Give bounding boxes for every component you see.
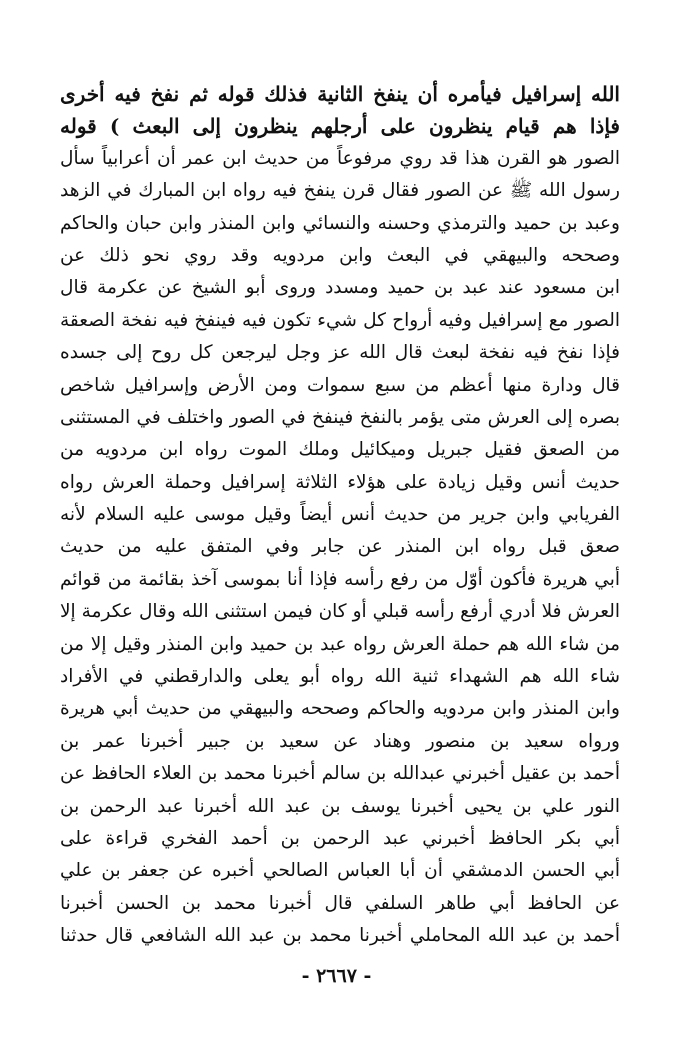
body-text [60, 78, 620, 953]
text-line-18: من شاء الله هم حملة العرش رواه عبد بن حميد وابن المنذر وقيل إلا من [60, 633, 620, 655]
text-line-16: أبي هريرة فأكون أوّل من رفع رأسه فإذا أنا بموسى آخذ بقائمة من قوائم [60, 568, 620, 590]
text-line-11: بصره إلى العرش متى يؤمر بالنفخ فينفخ في الصور واختلف في المستثنى [60, 406, 620, 428]
text-line-3: الصور هو القرن هذا قد روي مرفوعاً من حديث ابن عمر أن أعرابياً سأل [60, 147, 620, 169]
text-line-2: فإذا هم قيام ينظرون على أرجلهم ينظرون إلى البعث ) قوله [60, 114, 620, 139]
text-line-22: أحمد بن عقيل أخبرني عبدالله بن سالم أخبرنا محمد بن العلاء الحافظ عن [60, 763, 620, 785]
text-line-25: أبي الحسن الدمشقي أن أبا العباس الصالحي أخبره عن جعفر بن علي [60, 860, 620, 882]
text-line-26: عن الحافظ أبي طاهر السلفي قال أخبرنا محمد بن الحسن أخبرنا [60, 892, 620, 914]
text-line-12: من الصعق فقيل جبريل وميكائيل وملك الموت رواه ابن مردويه من [60, 439, 620, 461]
text-line-7: ابن مسعود عند عبد بن حميد ومسدد وروى أبو الشيخ عن عكرمة قال [60, 277, 620, 299]
text-line-5: وعبد بن حميد والترمذي وحسنه والنسائي وابن المنذر وابن حبان والحاكم [60, 212, 620, 234]
text-line-27: أحمد بن عبد الله المحاملي أخبرنا محمد بن عبد الله الشافعي قال حدثنا [60, 925, 620, 947]
text-line-20: وابن المنذر وابن مردويه والحاكم وصححه والبيهقي من حديث أبي هريرة [60, 698, 620, 720]
text-line-21: ورواه سعيد بن منصور وهناد عن سعيد بن جبير أخبرنا عمر بن [60, 730, 620, 752]
text-line-19: شاء الله هم الشهداء ثنية الله رواه أبو يعلى والدارقطني في الأفراد [60, 666, 620, 688]
text-line-10: قال ودارة منها أعظم من سبع سموات ومن الأرض وإسرافيل شاخص [60, 374, 620, 396]
text-line-1: الله إسرافيل فيأمره أن ينفخ الثانية فذلك قوله ثم نفخ فيه أخرى [60, 82, 620, 106]
text-line-24: أبي بكر الحافظ أخبرني عبد الرحمن بن أحمد الفخري قراءة على [60, 827, 620, 849]
text-line-13: حديث أنس وقيل زيادة على هؤلاء الثلاثة إسرافيل وحملة العرش رواه [60, 471, 620, 493]
text-line-6: وصححه والبيهقي في البعث وابن مردويه وقد روي نحو ذلك عن [60, 244, 620, 266]
text-line-15: صعق قبل رواه ابن المنذر عن جابر وفي المتفق عليه من حديث [60, 536, 620, 558]
text-line-14: الفريابي وابن جرير من حديث أنس أيضاً وقيل موسى عليه السلام لأنه [60, 504, 620, 526]
text-line-8: الصور مع إسرافيل وفيه أرواح كل شيء تكون فيه فينفخ فيه نفخة الصعقة [60, 309, 620, 331]
text-line-9: فإذا نفخ فيه نفخة لبعث قال الله عز وجل ليرجعن كل روح إلى جسده [60, 342, 620, 364]
text-line-17: العرش فلا أدري أرفع رأسه قبلي أو كان فيمن استثنى الله وقال عكرمة إلا [60, 601, 620, 623]
text-line-23: النور علي بن يحيى أخبرنا يوسف بن عبد الله أخبرنا عبد الرحمن بن [60, 795, 620, 817]
text-line-4: رسول الله ﷺ عن الصور فقال قرن ينفخ فيه رواه ابن المبارك في الزهد [60, 180, 620, 202]
page-number: - ٢٦٦٧ - [301, 965, 372, 987]
